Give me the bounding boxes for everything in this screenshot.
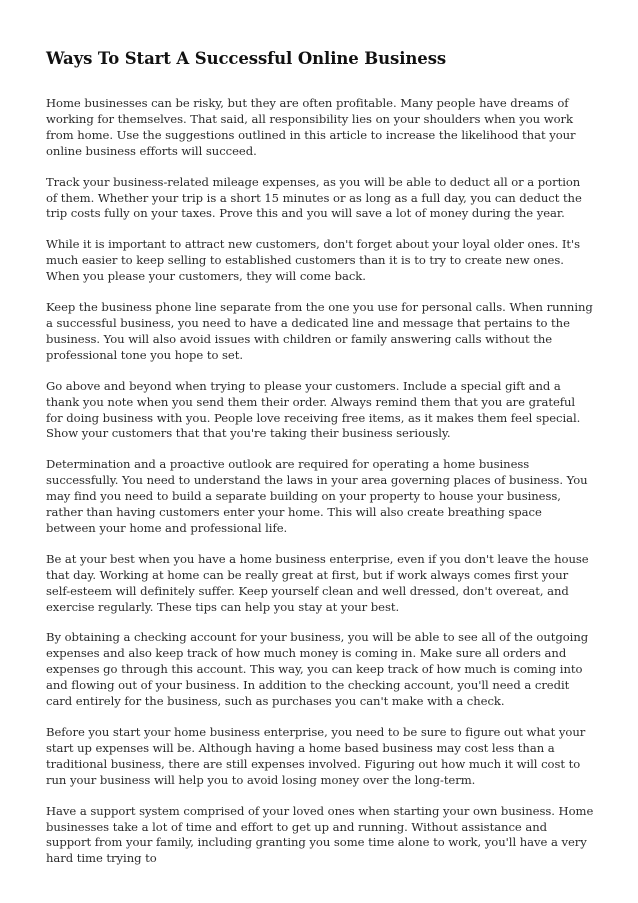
paragraph: Track your business-related mileage expenses, as you will be able to deduct all or a portion of them. Whether your trip is a short 15 minutes or as long as a full day, you can deduct the trip costs fully on your taxes. Prove this and you will save a lot of money during the year. bbox=[46, 174, 582, 221]
paragraph: Be at your best when you have a home business enterprise, even if you don't leave the house that day. Working at home can be really great at first, but if work always comes first your self-esteem will definitely suffer. Keep yourself clean and well dressed, don't overeat, and exercise regularly. These tips can help you stay at your best. bbox=[46, 551, 589, 614]
paragraph: Before you start your home business enterprise, you need to be sure to figure out what your start up expenses will be. Although having a home based business may cost less than a traditional business, there are still expenses involved. Figuring out how much it will cost to run your business will help you to avoid losing money over the long-term. bbox=[46, 725, 586, 787]
paragraph: Determination and a proactive outlook are required for operating a home business successfully. You need to understand the laws in your area governing places of business. You may find you need to build a separate building on your property to house your business, rather than having customers enter your home. This will also create breathing space between your home and professional life. bbox=[46, 457, 588, 535]
paragraph: Home businesses can be risky, but they are often profitable. Many people have dreams of working for themselves. That said, all responsibility lies on your shoulders when you work from home. Use the suggestions outlined in this article to increase the likelihood that your online business efforts will succeed. bbox=[46, 96, 576, 158]
paragraph: Keep the business phone line separate from the one you use for personal calls. When running a successful business, you need to have a dedicated line and message that pertains to the business. You will also avoid issues with children or family answering calls without the professional tone you hope to set. bbox=[46, 300, 593, 362]
paragraph: By obtaining a checking account for your business, you will be able to see all of the outgoing expenses and also keep track of how much money is coming in. Make sure all orders and expenses go through this account. This way, you can keep track of how much is coming into and flowing out of your business. In addition to the checking account, you'll need a credit card entirely for the business, such as purchases you can't make with a check. bbox=[46, 630, 589, 709]
paragraph: Have a support system comprised of your loved ones when starting your own business. Home businesses take a lot of time and effort to get up and running. Without assistance and support from your family, including granting you some time alone to work, you'll have a very hard time trying to bbox=[46, 803, 594, 866]
paragraph: Go above and beyond when trying to please your customers. Include a special gift and a thank you note when you send them their order. Always remind them that you are grateful for doing business with you. People love receiving free items, as it makes them feel special. Show your customers that that you're taking their business seriously. bbox=[46, 378, 581, 441]
paragraph: While it is important to attract new customers, don't forget about your loyal older ones. It's much easier to keep selling to established customers than it is to try to create new ones. When you please your customers, they will come back. bbox=[46, 237, 581, 284]
document-title: Ways To Start A Successful Online Business bbox=[46, 49, 447, 68]
